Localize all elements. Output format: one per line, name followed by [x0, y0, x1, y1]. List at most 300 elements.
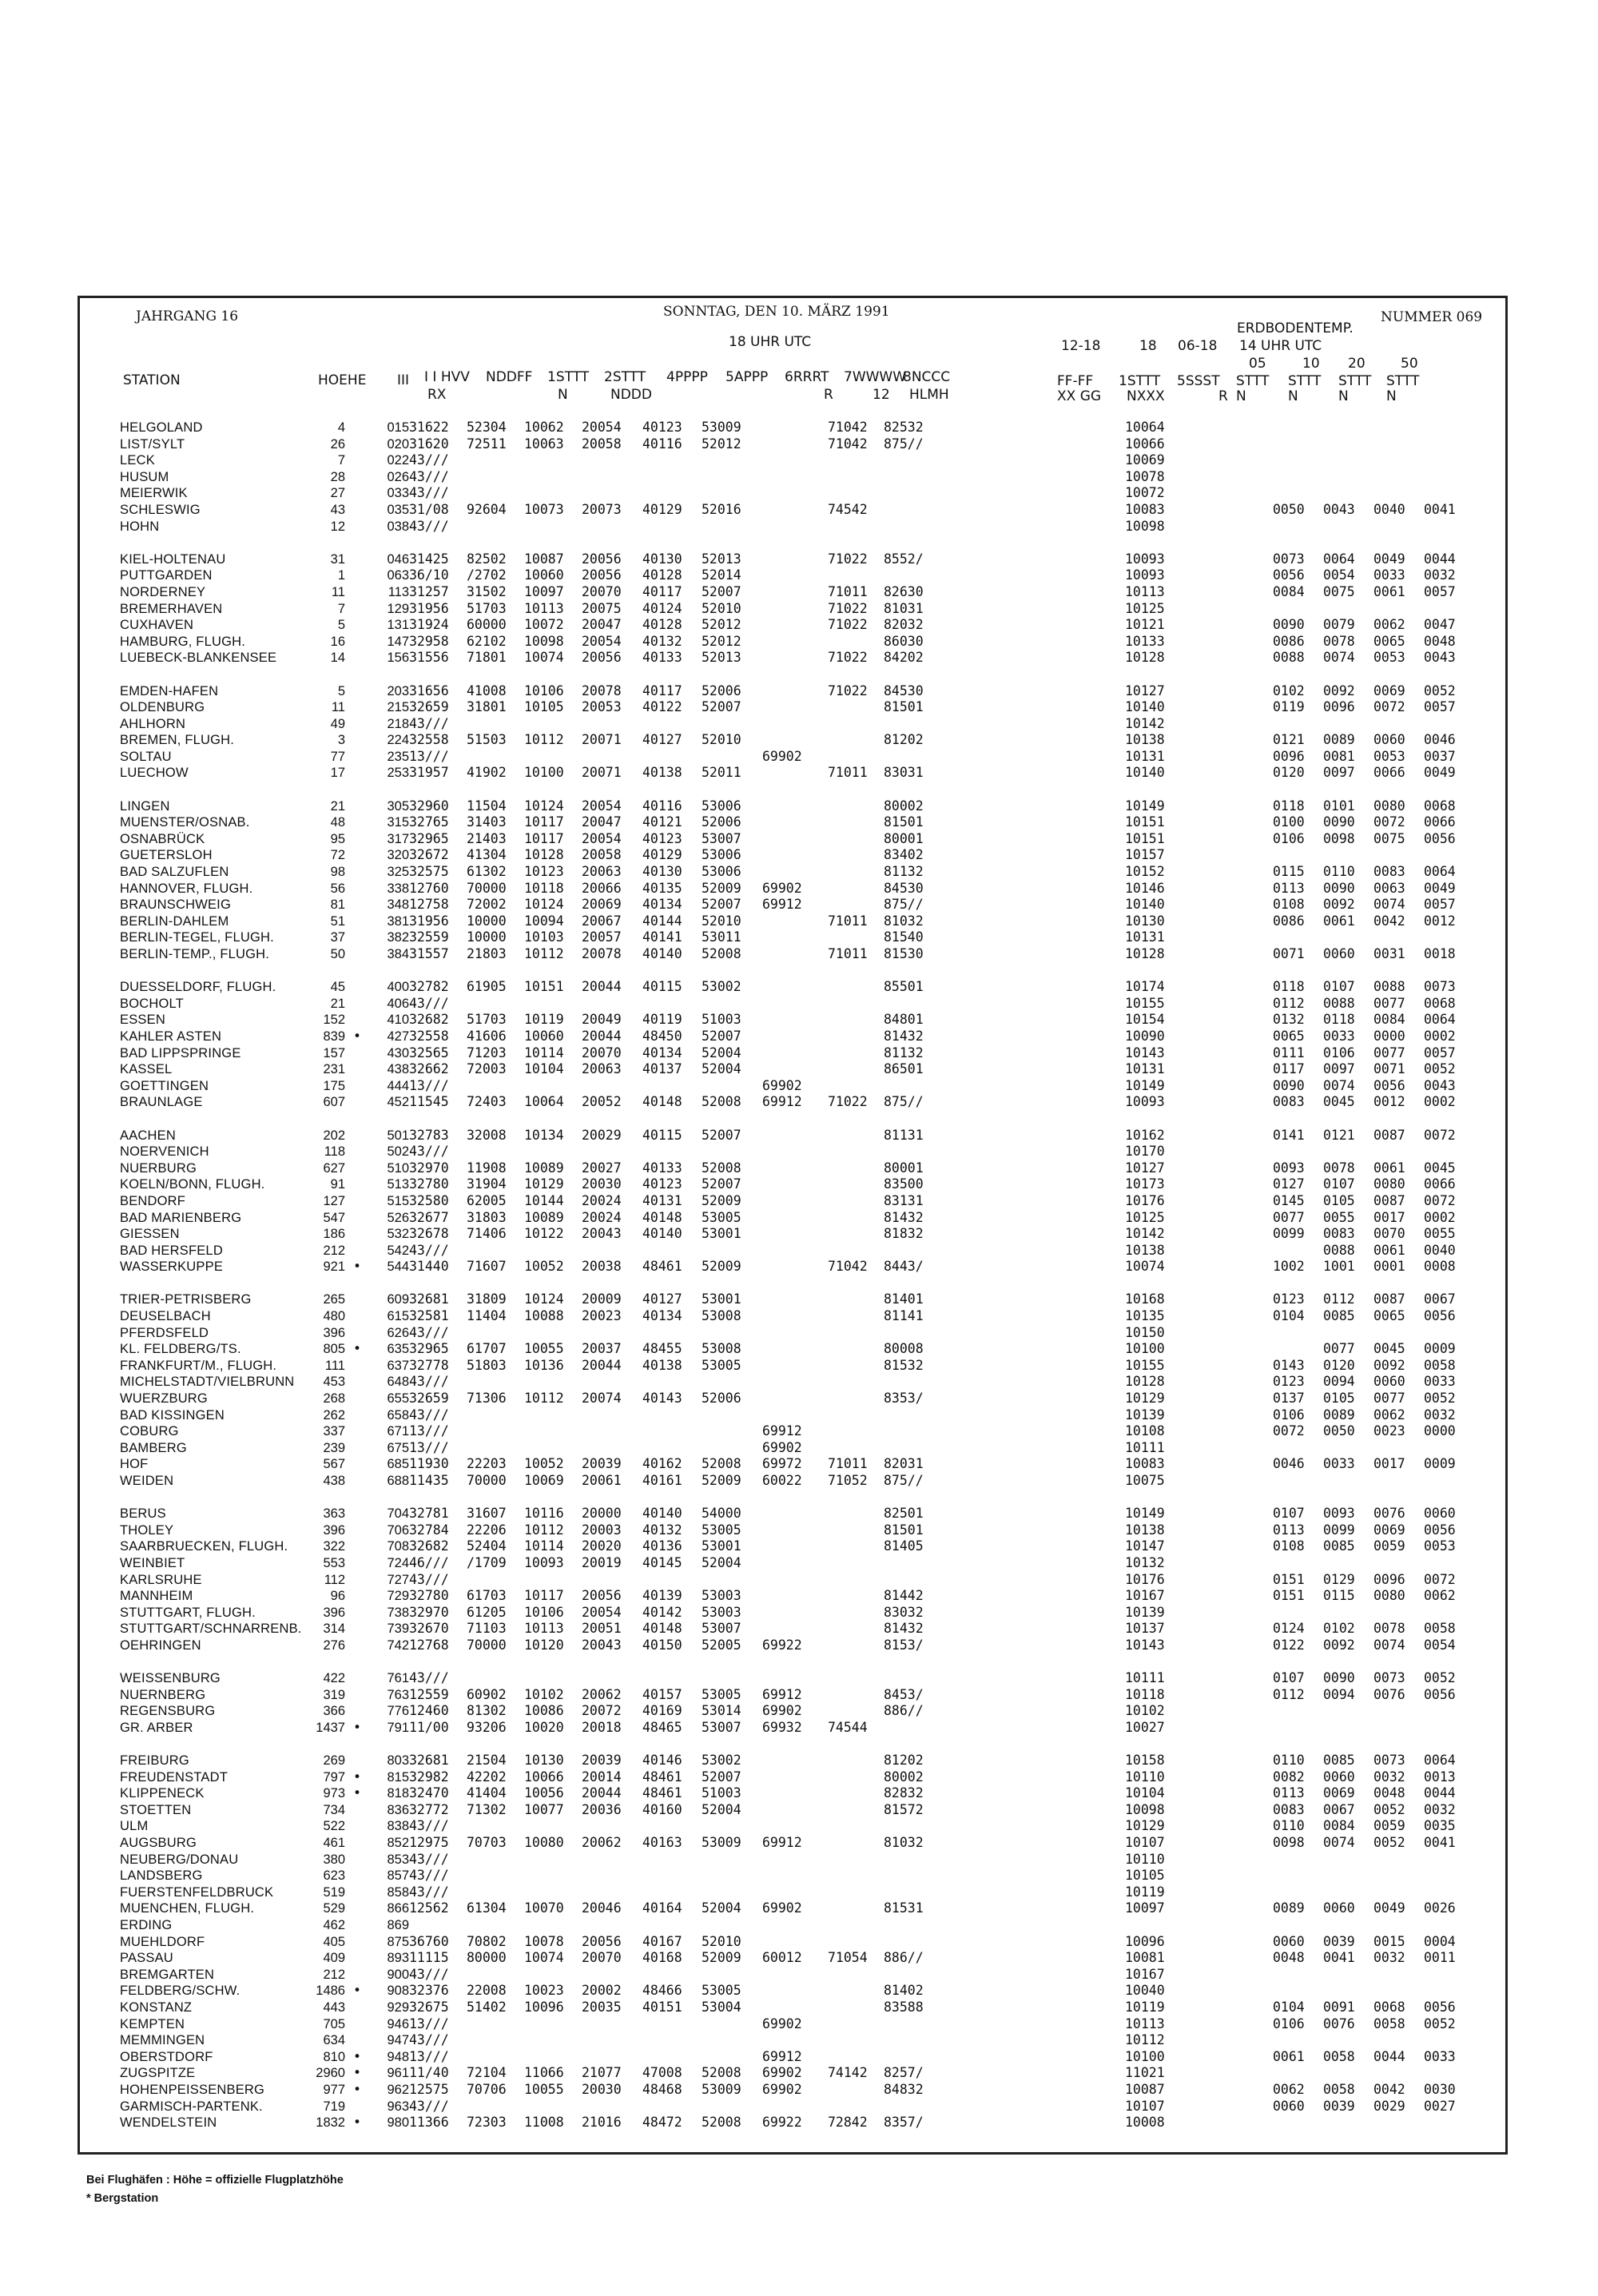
- group-ff-ff: [956, 1950, 1125, 1967]
- group-8nccc: 81202: [884, 732, 924, 748]
- height: 438: [323, 1474, 345, 1488]
- group-7wwww: [828, 452, 884, 469]
- soil-temp-50: 0002: [1424, 1028, 1456, 1044]
- soil-temp-10: 0105: [1323, 1192, 1355, 1208]
- group-4pppp: 40143: [642, 1391, 682, 1407]
- group-6rrrt: [762, 1291, 828, 1308]
- group-4pppp: 40141: [642, 929, 682, 945]
- soil-temp-20: 0087: [1373, 1192, 1405, 1208]
- group-nddff: 11504: [467, 798, 507, 814]
- soil-temp-20: [1373, 452, 1424, 469]
- mountain-marker: •: [353, 2081, 361, 2097]
- height: 396: [323, 1605, 345, 1620]
- soil-temp-05: 0089: [1273, 1900, 1305, 1916]
- group-iihvv: 32681: [409, 1291, 449, 1307]
- mountain-marker: [345, 798, 369, 815]
- group-6rrrt: 60022: [762, 1473, 802, 1488]
- table-row: [120, 1078, 1474, 1095]
- group-1sttt-18: 10074: [1125, 1259, 1165, 1275]
- station-id: 947: [387, 2033, 409, 2048]
- group-5ssst: [1185, 765, 1273, 782]
- group-iihvv: 32670: [409, 1621, 449, 1637]
- soil-temp-20: 0059: [1373, 1818, 1405, 1834]
- soil-temp-05: 0098: [1273, 1835, 1305, 1851]
- mountain-marker: [345, 1687, 369, 1704]
- mountain-marker: •: [353, 2115, 361, 2131]
- group-6rrrt: [762, 1012, 828, 1029]
- group-nddff: [467, 1967, 524, 1984]
- soil-temp-05: 0062: [1273, 2081, 1305, 2097]
- group-5ssst: [1185, 1538, 1273, 1555]
- mountain-marker: •: [353, 2065, 361, 2081]
- group-ff-ff: [956, 881, 1125, 897]
- group-7wwww: [828, 1538, 884, 1555]
- soil-temp-20: 0092: [1373, 1357, 1405, 1373]
- group-1sttt: 11066: [524, 2065, 564, 2081]
- group-1sttt: [524, 519, 582, 535]
- table-row: [120, 699, 1474, 716]
- group-6rrrt: [762, 1210, 828, 1227]
- group-ff-ff: [956, 1967, 1125, 1984]
- group-5ssst: [1185, 519, 1273, 535]
- soil-temp-05: [1273, 716, 1323, 733]
- soil-temp-20: 0053: [1373, 748, 1405, 764]
- soil-temp-05: 0096: [1273, 748, 1305, 764]
- group-iihvv: 12975: [409, 1835, 449, 1851]
- table-row: [120, 601, 1474, 618]
- group-5appp: 52009: [702, 1259, 741, 1275]
- group-8nccc: 8552/: [884, 551, 924, 567]
- group-7wwww: [828, 699, 884, 716]
- soil-temp-20: [1373, 469, 1424, 486]
- col-sttt-50: STTT: [1386, 373, 1420, 389]
- group-ff-ff: [956, 1852, 1125, 1868]
- soil-temp-10: 0074: [1323, 1077, 1355, 1093]
- soil-temp-20: 0077: [1373, 1391, 1405, 1407]
- group-2sttt: 21016: [582, 2115, 622, 2131]
- group-5appp: [702, 1967, 762, 1984]
- group-2sttt: 20054: [582, 1604, 622, 1620]
- group-8nccc: [884, 1670, 956, 1687]
- table-row: [120, 1555, 1474, 1572]
- soil-temp-50: 0013: [1424, 1769, 1456, 1785]
- group-1sttt-18: 10110: [1125, 1851, 1165, 1867]
- soil-temp-10: 0105: [1323, 1391, 1355, 1407]
- col-station: STATION: [123, 372, 181, 388]
- soil-temp-20: 0075: [1373, 830, 1405, 846]
- height: 797: [323, 1769, 345, 1785]
- group-1sttt: 10112: [524, 946, 564, 961]
- group-1sttt-18: 10138: [1125, 1242, 1165, 1258]
- group-spacer: [120, 1275, 1474, 1292]
- group-1sttt-18: 10107: [1125, 1835, 1165, 1851]
- station-name: REGENSBURG: [120, 1704, 216, 1719]
- group-6rrrt: [762, 1522, 828, 1539]
- soil-temp-20: [1373, 1967, 1424, 1984]
- group-5ssst: [1185, 2032, 1273, 2049]
- group-4pppp: 40140: [642, 946, 682, 961]
- group-ff-ff: [956, 1423, 1125, 1440]
- group-1sttt-18: 10100: [1125, 2048, 1165, 2064]
- soil-temp-05: [1273, 452, 1323, 469]
- group-7wwww: [828, 1391, 884, 1407]
- station-name: LANDSBERG: [120, 1868, 203, 1884]
- group-5appp: 53008: [702, 1308, 741, 1324]
- group-iihvv: 43///: [409, 1884, 449, 1900]
- soil-temp-05: 0061: [1273, 2048, 1305, 2064]
- group-1sttt-18: 10127: [1125, 1160, 1165, 1176]
- group-iihvv: 32970: [409, 1160, 449, 1176]
- group-5appp: 53005: [702, 1983, 741, 1999]
- group-2sttt: [582, 2099, 642, 2115]
- group-1sttt: 10102: [524, 1686, 564, 1702]
- group-6rrrt: [762, 1555, 828, 1572]
- group-1sttt: [524, 716, 582, 733]
- group-nddff: 71203: [467, 1045, 507, 1060]
- group-1sttt-18: 10146: [1125, 880, 1165, 896]
- station-name: BREMGARTEN: [120, 1967, 215, 1982]
- group-ff-ff: [956, 1094, 1125, 1111]
- table-row: [120, 2099, 1474, 2115]
- group-5appp: 52006: [702, 1391, 741, 1407]
- height: 118: [324, 1144, 345, 1160]
- station-name: LIST/SYLT: [120, 436, 185, 452]
- soil-temp-20: 0017: [1373, 1209, 1405, 1225]
- group-iihvv: 46///: [409, 1554, 449, 1570]
- group-4pppp: 40115: [642, 979, 682, 995]
- group-5ssst: [1185, 1835, 1273, 1852]
- group-1sttt: 10094: [524, 913, 564, 929]
- col-4pppp: 4PPPP: [666, 369, 708, 385]
- group-iihvv: 12760: [409, 880, 449, 896]
- group-ff-ff: [956, 2000, 1125, 2016]
- table-row: [120, 1176, 1474, 1193]
- group-7wwww: [828, 1637, 884, 1654]
- group-ff-ff: [956, 1637, 1125, 1654]
- group-8nccc: [884, 1144, 956, 1160]
- group-5ssst: [1185, 2115, 1273, 2131]
- table-row: [120, 1983, 1474, 2000]
- group-1sttt: 10130: [524, 1753, 564, 1769]
- mountain-marker: [345, 1308, 369, 1325]
- col-n-50: N: [1386, 388, 1397, 404]
- mountain-marker: [345, 519, 369, 535]
- group-iihvv: 11/00: [409, 1719, 449, 1735]
- group-5appp: 52007: [702, 699, 741, 715]
- group-4pppp: 40117: [642, 682, 682, 698]
- soil-temp-10: [1323, 2115, 1373, 2131]
- group-1sttt: 10151: [524, 979, 564, 995]
- soil-temp-05: [1273, 2065, 1323, 2082]
- group-4pppp: 47008: [642, 2065, 682, 2081]
- group-1sttt: 10055: [524, 1341, 564, 1357]
- group-6rrrt: [762, 1308, 828, 1325]
- group-5ssst: [1185, 1440, 1273, 1457]
- station-id: 215: [387, 700, 409, 715]
- soil-temp-50: 0068: [1424, 798, 1456, 814]
- group-ff-ff: [956, 1160, 1125, 1177]
- group-iihvv: 13///: [409, 1077, 449, 1093]
- group-6rrrt: [762, 864, 828, 881]
- station-name: OLDENBURG: [120, 700, 205, 715]
- group-5appp: 52006: [702, 814, 741, 830]
- group-7wwww: [828, 996, 884, 1013]
- station-id: 315: [387, 815, 409, 830]
- group-4pppp: 40127: [642, 732, 682, 748]
- group-2sttt: 20043: [582, 1226, 622, 1242]
- group-nddff: 31801: [467, 699, 507, 715]
- group-7wwww: 71022: [828, 682, 868, 698]
- group-2sttt: 20036: [582, 1801, 622, 1817]
- group-6rrrt: [762, 436, 828, 453]
- group-1sttt: 10112: [524, 1391, 564, 1407]
- group-5appp: 53007: [702, 830, 741, 846]
- group-5appp: 53001: [702, 1538, 741, 1554]
- group-5ssst: [1185, 1094, 1273, 1111]
- soil-temp-50: [1424, 1440, 1474, 1457]
- group-nddff: 22203: [467, 1456, 507, 1472]
- soil-temp-05: 0065: [1273, 1028, 1305, 1044]
- group-ff-ff: [956, 650, 1125, 667]
- mountain-marker: [345, 2000, 369, 2016]
- height: 26: [330, 436, 345, 452]
- group-ff-ff: [956, 1012, 1125, 1029]
- height: 519: [323, 1884, 345, 1900]
- mountain-marker: [345, 1440, 369, 1457]
- station-id: 724: [387, 1555, 409, 1570]
- group-2sttt: [582, 1967, 642, 1984]
- group-8nccc: 81202: [884, 1753, 924, 1769]
- group-iihvv: 32659: [409, 1391, 449, 1407]
- group-1sttt: [524, 452, 582, 469]
- soil-temp-20: 0062: [1373, 1407, 1405, 1423]
- height: 443: [323, 2000, 345, 2015]
- soil-temp-50: 0043: [1424, 1077, 1456, 1093]
- group-spacer: [120, 667, 1474, 683]
- soil-temp-10: 0110: [1323, 864, 1355, 880]
- mountain-marker: •: [353, 1769, 361, 1785]
- group-1sttt: [524, 1440, 582, 1457]
- group-8nccc: 82031: [884, 1456, 924, 1472]
- group-ff-ff: [956, 1605, 1125, 1622]
- soil-temp-50: [1424, 2032, 1474, 2049]
- soil-temp-05: 0102: [1273, 682, 1305, 698]
- group-1sttt-18: 10107: [1125, 2098, 1165, 2114]
- group-8nccc: 81131: [884, 1127, 924, 1143]
- group-5appp: 52007: [702, 1028, 741, 1044]
- station-id: 791: [387, 1720, 409, 1735]
- group-iihvv: 12758: [409, 897, 449, 913]
- group-1sttt: 10077: [524, 1801, 564, 1817]
- group-1sttt: [524, 996, 582, 1013]
- group-ff-ff: [956, 1374, 1125, 1391]
- station-name: WASSERKUPPE: [120, 1259, 224, 1275]
- group-nddff: [467, 716, 524, 733]
- col-6rrrt: 6RRRT: [785, 369, 829, 385]
- group-5ssst: [1185, 2000, 1273, 2016]
- station-id: 526: [387, 1210, 409, 1225]
- group-5ssst: [1185, 2016, 1273, 2033]
- group-7wwww: [828, 1440, 884, 1457]
- group-6rrrt: [762, 1983, 828, 2000]
- soil-temp-05: 0106: [1273, 1407, 1305, 1423]
- group-5appp: 53006: [702, 847, 741, 863]
- mountain-marker: [345, 601, 369, 618]
- group-5appp: 52009: [702, 880, 741, 896]
- group-nddff: [467, 1243, 524, 1259]
- station-name: HELGOLAND: [120, 420, 203, 435]
- group-nddff: 61304: [467, 1900, 507, 1916]
- group-iihvv: 32558: [409, 732, 449, 748]
- col-5appp: 5APPP: [725, 369, 769, 385]
- soil-temp-50: 0060: [1424, 1506, 1456, 1522]
- station-id: 818: [387, 1786, 409, 1801]
- group-2sttt: 20049: [582, 1012, 622, 1028]
- soil-temp-10: 0092: [1323, 897, 1355, 913]
- group-8nccc: [884, 452, 956, 469]
- group-2sttt: 20024: [582, 1192, 622, 1208]
- mountain-marker: [345, 1538, 369, 1555]
- group-1sttt: 10088: [524, 1308, 564, 1324]
- table-row: [120, 1950, 1474, 1967]
- group-1sttt-18: 11021: [1125, 2065, 1165, 2081]
- col-r: R: [824, 387, 833, 403]
- group-7wwww: 74542: [828, 501, 868, 517]
- group-7wwww: 71011: [828, 913, 868, 929]
- soil-temp-10: 0097: [1323, 765, 1355, 781]
- group-nddff: 41404: [467, 1785, 507, 1801]
- col-rx: RX: [427, 387, 447, 403]
- group-1sttt-18: 10135: [1125, 1308, 1165, 1324]
- soil-temp-05: 0113: [1273, 880, 1305, 896]
- group-nddff: 93206: [467, 1719, 507, 1735]
- group-5appp: 52009: [702, 1473, 741, 1488]
- soil-temp-05: 0115: [1273, 864, 1305, 880]
- station-id: 015: [387, 420, 409, 435]
- group-iihvv: 31957: [409, 765, 449, 781]
- height: 14: [330, 651, 345, 666]
- mountain-marker: [345, 469, 369, 486]
- group-7wwww: 71042: [828, 436, 868, 452]
- group-1sttt-18: 10131: [1125, 1061, 1165, 1077]
- group-8nccc: 8357/: [884, 2115, 924, 2131]
- soil-temp-50: 0054: [1424, 1637, 1456, 1653]
- soil-temp-05: 0112: [1273, 995, 1305, 1011]
- group-7wwww: [828, 1522, 884, 1539]
- soil-temp-50: [1424, 929, 1474, 946]
- date-title: SONNTAG, DEN 10. MÄRZ 1991: [663, 304, 890, 320]
- group-6rrrt: [762, 1785, 828, 1802]
- mountain-marker: [345, 683, 369, 700]
- group-1sttt: [524, 1868, 582, 1884]
- group-iihvv: 32780: [409, 1176, 449, 1192]
- group-1sttt: [524, 1572, 582, 1589]
- table-row: [120, 2032, 1474, 2049]
- soil-temp-10: 0085: [1323, 1538, 1355, 1554]
- soil-temp-05: 0104: [1273, 1308, 1305, 1324]
- group-2sttt: [582, 1325, 642, 1342]
- group-spacer: [120, 1111, 1474, 1128]
- soil-temp-10: 0041: [1323, 1950, 1355, 1966]
- group-5appp: 54000: [702, 1506, 741, 1522]
- footnote-mountain: * Bergstation: [86, 2192, 159, 2205]
- group-1sttt-18: 10138: [1125, 732, 1165, 748]
- group-1sttt-18: [1125, 1917, 1185, 1934]
- soil-temp-50: 0066: [1424, 814, 1456, 830]
- height: 2960: [316, 2066, 345, 2081]
- group-nddff: 31904: [467, 1176, 507, 1192]
- group-5ssst: [1185, 864, 1273, 881]
- station-id: 513: [387, 1177, 409, 1192]
- group-ff-ff: [956, 2082, 1125, 2099]
- group-4pppp: [642, 1967, 702, 1984]
- group-iihvv: 32965: [409, 830, 449, 846]
- group-7wwww: [828, 1555, 884, 1572]
- group-5ssst: [1185, 1884, 1273, 1901]
- group-5appp: 52008: [702, 1160, 741, 1176]
- mountain-marker: [345, 1358, 369, 1375]
- soil-temp-20: 0073: [1373, 1753, 1405, 1769]
- group-ff-ff: [956, 1210, 1125, 1227]
- group-8nccc: 82832: [884, 1785, 924, 1801]
- group-1sttt: [524, 1407, 582, 1424]
- group-4pppp: [642, 1078, 702, 1095]
- footnote-airports: Bei Flughäfen : Höhe = offizielle Flugplatzhöhe: [86, 2174, 344, 2187]
- group-5ssst: [1185, 1720, 1273, 1737]
- group-ff-ff: [956, 1934, 1125, 1951]
- group-1sttt-18: 10151: [1125, 830, 1165, 846]
- group-nddff: 41902: [467, 765, 507, 781]
- group-iihvv: 32784: [409, 1522, 449, 1538]
- mountain-marker: [345, 1917, 369, 1934]
- group-7wwww: [828, 1341, 884, 1358]
- group-4pppp: [642, 996, 702, 1013]
- height: 21: [330, 798, 345, 814]
- soil-temp-20: [1373, 1473, 1424, 1490]
- group-4pppp: 40148: [642, 1209, 682, 1225]
- col-xx-gg: XX GG: [1057, 388, 1102, 404]
- group-1sttt-18: 10093: [1125, 551, 1165, 567]
- group-nddff: [467, 469, 524, 486]
- group-1sttt-18: 10090: [1125, 1028, 1165, 1044]
- group-8nccc: 82032: [884, 617, 924, 633]
- height: 547: [323, 1210, 345, 1225]
- group-5ssst: [1185, 897, 1273, 913]
- height: 81: [330, 897, 345, 913]
- group-6rrrt: [762, 1358, 828, 1375]
- group-7wwww: [828, 1687, 884, 1704]
- table-row: [120, 1012, 1474, 1029]
- group-6rrrt: 69902: [762, 748, 802, 764]
- mountain-marker: [345, 2099, 369, 2115]
- table-row: [120, 1094, 1474, 1111]
- group-iihvv: 43///: [409, 1868, 449, 1884]
- group-7wwww: [828, 749, 884, 766]
- group-1sttt-18: 10127: [1125, 682, 1165, 698]
- table-row: [120, 1900, 1474, 1917]
- soil-temp-50: 0041: [1424, 501, 1456, 517]
- group-nddff: 71306: [467, 1391, 507, 1407]
- group-1sttt: 10080: [524, 1835, 564, 1851]
- group-1sttt: 10113: [524, 600, 564, 616]
- table-row: [120, 1440, 1474, 1457]
- col-sttt-10: STTT: [1288, 373, 1322, 389]
- soil-temp-20: 0042: [1373, 2081, 1405, 2097]
- soil-temp-10: 0055: [1323, 1209, 1355, 1225]
- col-sttt-05: STTT: [1236, 373, 1270, 389]
- group-nddff: 41606: [467, 1028, 507, 1044]
- group-ff-ff: [956, 2065, 1125, 2082]
